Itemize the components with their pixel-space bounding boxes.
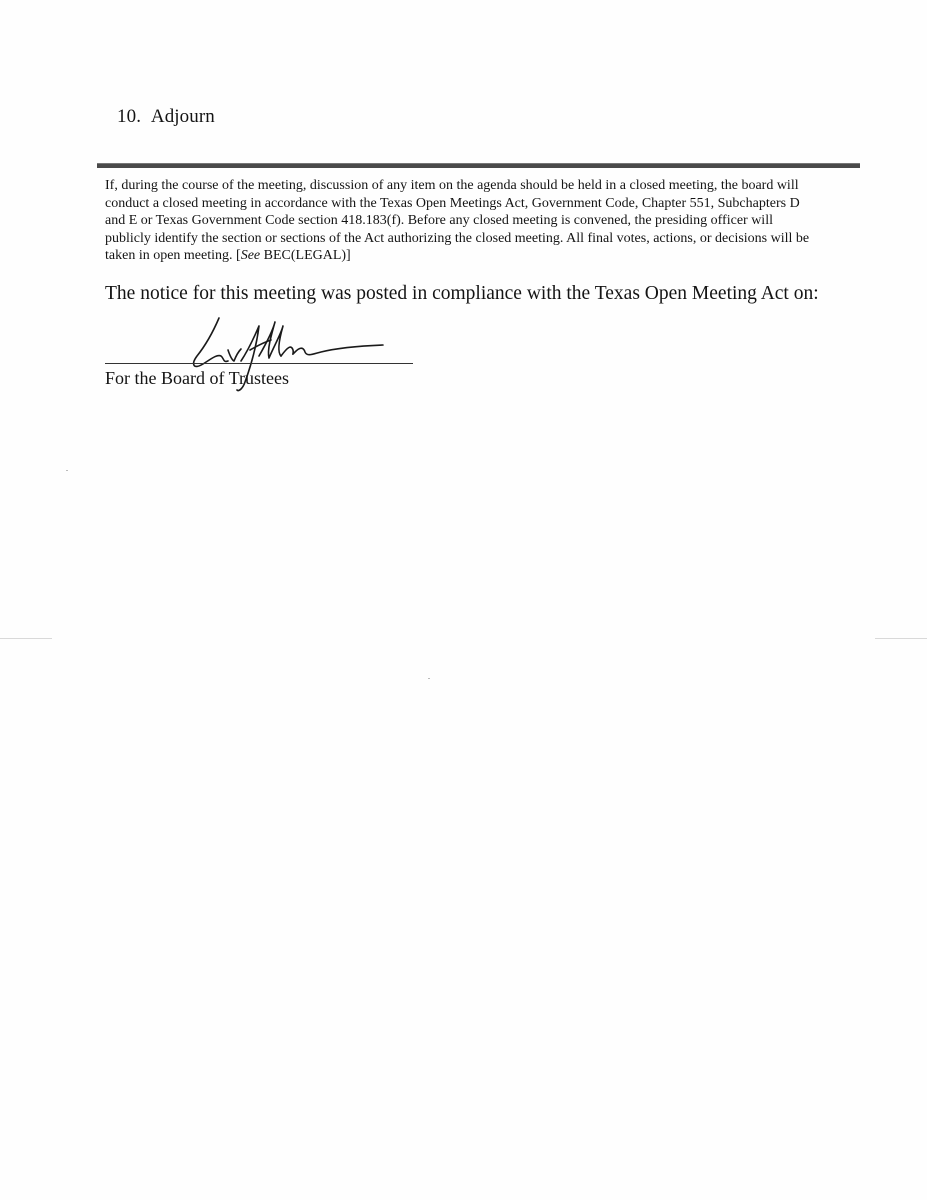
agenda-item-label: Adjourn bbox=[150, 106, 215, 127]
posting-statement: The notice for this meeting was posted in compliance with the Texas Open Meeting Act on: bbox=[105, 283, 819, 304]
scan-speck bbox=[66, 470, 68, 471]
scan-speck bbox=[428, 678, 430, 679]
closed-meeting-notice-text: If, during the course of the meeting, discussion of any item on the agenda should be held in a closed meeting, the board will conduct a closed meeting in accordance with the Texas Open Meetings Act, Government Code, Chapter 551, Subchapters D and E or Texas Government Code section 418.183(f). Before any closed meeting is convened, the presiding officer will publicly identify the section or sections of the Act authorizing the closed meeting. All final votes, actions, or decisions will be taken in open meeting. [ bbox=[105, 178, 810, 264]
signer-caption: For the Board of Trustees bbox=[105, 368, 289, 388]
agenda-item-adjourn bbox=[117, 106, 215, 128]
citation-reference: BEC(LEGAL)] bbox=[260, 248, 351, 264]
signature-line bbox=[105, 363, 413, 364]
closed-meeting-notice bbox=[105, 177, 817, 265]
scan-artifact-left bbox=[0, 638, 52, 639]
section-divider bbox=[97, 163, 860, 168]
scan-artifact-right bbox=[875, 638, 927, 639]
signature-block bbox=[105, 312, 415, 392]
agenda-item-number: 10. bbox=[117, 106, 142, 127]
citation-see: See bbox=[240, 248, 261, 264]
